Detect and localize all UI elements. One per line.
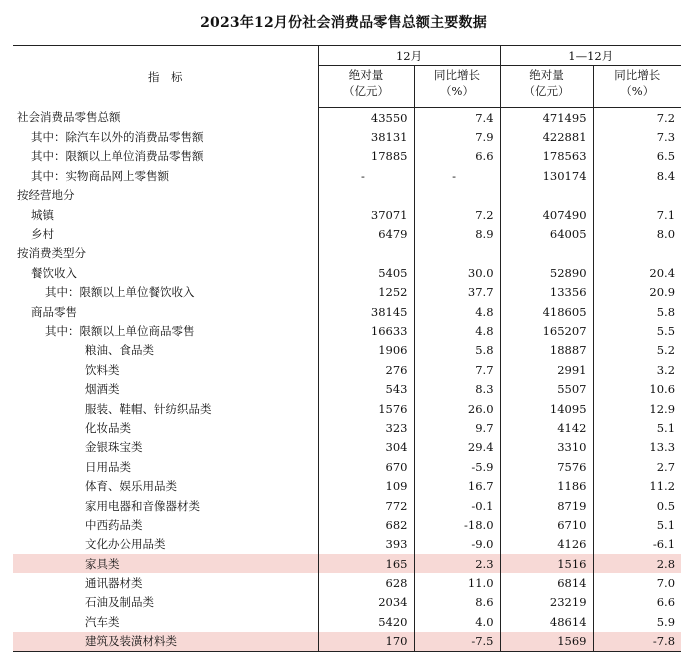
month-yoy: 7.7 [414,360,500,379]
table-row [13,418,681,437]
table-row [13,224,681,243]
month-yoy: 8.9 [414,224,500,243]
ytd-abs: 23219 [500,593,593,612]
month-abs: 38145 [318,302,414,321]
ytd-abs: 8719 [500,496,593,515]
month-abs: 1906 [318,341,414,360]
table-row [13,360,681,379]
month-abs: 323 [318,418,414,437]
table-row [13,283,681,302]
ytd-abs: 6710 [500,515,593,534]
ytd-abs: 471495 [500,108,593,128]
ytd-group-header: 1—12月 [500,46,681,66]
month-abs: 5420 [318,612,414,631]
ytd-yoy: 6.5 [593,147,681,166]
ytd-yoy: 11.2 [593,476,681,495]
ytd-abs: 5507 [500,379,593,398]
row-name: 建筑及装潢材料类 [13,632,318,652]
ytd-abs: 52890 [500,263,593,282]
ytd-abs: 418605 [500,302,593,321]
month-yoy: 4.8 [414,302,500,321]
month-yoy: 5.8 [414,341,500,360]
ytd-yoy-header [593,66,681,108]
month-yoy: 7.4 [414,108,500,128]
month-abs: 16633 [318,321,414,340]
table-row [13,127,681,146]
retail-sales-table [13,45,681,652]
month-abs: 5405 [318,263,414,282]
ytd-abs: 3310 [500,438,593,457]
table-row [13,496,681,515]
row-name: 乡村 [31,227,54,242]
table-row [13,302,681,321]
row-name: 其中：限额以上单位商品零售 [45,323,195,338]
month-abs: 17885 [318,147,414,166]
row-name: 商品零售 [31,304,77,319]
month-abs: 682 [318,515,414,534]
ytd-abs: 14095 [500,399,593,418]
month-abs: 43550 [318,108,414,128]
month-group-header: 12月 [318,46,500,66]
ytd-abs [500,186,593,205]
table-row [13,399,681,418]
row-name: 家用电器和音像器材类 [85,498,200,513]
month-yoy: 26.0 [414,399,500,418]
month-abs: - [318,166,414,185]
row-name: 石油及制品类 [85,595,154,610]
ytd-yoy: 5.2 [593,341,681,360]
row-name: 其中：实物商品网上零售额 [31,168,169,183]
month-abs: 628 [318,573,414,592]
month-yoy: - [414,166,500,185]
month-abs-header [318,66,414,108]
ytd-yoy: 20.9 [593,283,681,302]
month-yoy: 29.4 [414,438,500,457]
row-name: 中西药品类 [85,517,143,532]
abs-label: 绝对量 [529,68,564,82]
month-abs: 670 [318,457,414,476]
table-row [13,205,681,224]
month-yoy: 8.6 [414,593,500,612]
ytd-yoy: 13.3 [593,438,681,457]
month-abs: 109 [318,476,414,495]
ytd-yoy: 2.7 [593,457,681,476]
ytd-abs: 18887 [500,341,593,360]
ytd-abs: 4126 [500,535,593,554]
ytd-abs: 178563 [500,147,593,166]
ytd-abs [500,244,593,263]
month-yoy: -5.9 [414,457,500,476]
ytd-abs: 7576 [500,457,593,476]
ytd-abs: 13356 [500,283,593,302]
ytd-yoy: 12.9 [593,399,681,418]
row-name: 城镇 [31,207,54,222]
ytd-yoy: 5.9 [593,612,681,631]
ytd-yoy: 8.0 [593,224,681,243]
ytd-abs: 1569 [500,632,593,652]
table-row [13,438,681,457]
month-yoy: 30.0 [414,263,500,282]
ytd-yoy: 8.4 [593,166,681,185]
month-yoy: 9.7 [414,418,500,437]
month-abs: 165 [318,554,414,573]
month-yoy: 16.7 [414,476,500,495]
row-name: 金银珠宝类 [85,440,143,455]
table-row [13,321,681,340]
table-row [13,244,681,263]
ytd-abs: 165207 [500,321,593,340]
ytd-yoy: 7.1 [593,205,681,224]
row-name: 按经营地分 [17,188,75,203]
row-name: 化妆品类 [85,420,131,435]
row-name: 粮油、食品类 [85,343,154,358]
table-row [13,147,681,166]
month-yoy: 4.0 [414,612,500,631]
month-yoy: -18.0 [414,515,500,534]
month-abs: 304 [318,438,414,457]
month-abs: 2034 [318,593,414,612]
table-row-highlighted [13,554,681,573]
ytd-yoy: -7.8 [593,632,681,652]
table-row [13,186,681,205]
month-yoy: 6.6 [414,147,500,166]
ytd-abs: 2991 [500,360,593,379]
month-abs: 170 [318,632,414,652]
ytd-abs: 64005 [500,224,593,243]
table-row-highlighted [13,632,681,652]
ytd-yoy [593,186,681,205]
ytd-yoy: 5.8 [593,302,681,321]
row-name: 汽车类 [85,614,120,629]
ytd-abs: 6814 [500,573,593,592]
ytd-yoy: 6.6 [593,593,681,612]
table-row [13,457,681,476]
ytd-abs: 422881 [500,127,593,146]
table-row [13,515,681,534]
row-name: 家具类 [13,554,318,573]
abs-label: 绝对量 [348,68,384,82]
row-name: 社会消费品零售总额 [17,110,121,125]
ytd-yoy: 7.0 [593,573,681,592]
table-row [13,341,681,360]
month-abs: 543 [318,379,414,398]
ytd-abs: 1186 [500,476,593,495]
table-row [13,612,681,631]
month-yoy: 7.2 [414,205,500,224]
month-yoy: -0.1 [414,496,500,515]
ytd-yoy: 7.3 [593,127,681,146]
table-row [13,379,681,398]
month-abs [318,244,414,263]
ytd-yoy [593,244,681,263]
ytd-abs: 130174 [500,166,593,185]
row-name: 通讯器材类 [85,576,143,591]
month-yoy: -9.0 [414,535,500,554]
ytd-yoy: 7.2 [593,108,681,128]
abs-unit: （亿元） [523,84,570,98]
month-abs: 393 [318,535,414,554]
ytd-yoy: 10.6 [593,379,681,398]
row-name: 服装、鞋帽、针纺织品类 [85,401,212,416]
ytd-abs: 1516 [500,554,593,573]
ytd-yoy: 5.1 [593,418,681,437]
table-row [13,573,681,592]
ytd-yoy: 20.4 [593,263,681,282]
month-yoy: 2.3 [414,554,500,573]
month-yoy: 4.8 [414,321,500,340]
table-row [13,476,681,495]
ytd-yoy: 2.8 [593,554,681,573]
row-name: 体育、娱乐用品类 [85,479,177,494]
ytd-abs-header [500,66,593,108]
month-yoy: 37.7 [414,283,500,302]
yoy-label: 同比增长 [434,68,480,82]
month-abs: 38131 [318,127,414,146]
ytd-yoy: -6.1 [593,535,681,554]
month-abs: 276 [318,360,414,379]
month-yoy: 7.9 [414,127,500,146]
row-name: 餐饮收入 [31,265,77,280]
month-yoy: 8.3 [414,379,500,398]
month-abs: 1252 [318,283,414,302]
ytd-abs: 48614 [500,612,593,631]
month-yoy: 11.0 [414,573,500,592]
row-name: 其中：限额以上单位消费品零售额 [31,149,204,164]
month-yoy-header [414,66,500,108]
ytd-yoy: 3.2 [593,360,681,379]
month-yoy [414,186,500,205]
ytd-yoy: 5.1 [593,515,681,534]
ytd-yoy: 0.5 [593,496,681,515]
yoy-label: 同比增长 [614,68,661,82]
yoy-unit: （%） [440,84,474,98]
page-title: 2023年12月份社会消费品零售总额主要数据 [200,15,487,31]
ytd-abs: 4142 [500,418,593,437]
row-name: 其中：除汽车以外的消费品零售额 [31,130,204,145]
month-abs: 1576 [318,399,414,418]
abs-unit: （亿元） [343,84,389,98]
yoy-unit: （%） [620,84,655,98]
month-abs: 37071 [318,205,414,224]
indicator-header: 指 标 [13,46,318,108]
table-row [13,535,681,554]
row-name: 饮料类 [85,362,120,377]
row-name: 文化办公用品类 [85,537,166,552]
row-name: 日用品类 [85,459,131,474]
row-name: 烟酒类 [85,382,120,397]
table-row [13,108,681,128]
row-name: 按消费类型分 [17,246,86,261]
month-abs: 6479 [318,224,414,243]
table-row [13,166,681,185]
month-yoy: -7.5 [414,632,500,652]
row-name: 其中：限额以上单位餐饮收入 [45,285,195,300]
month-abs [318,186,414,205]
month-abs: 772 [318,496,414,515]
table-row [13,593,681,612]
table-row [13,263,681,282]
month-yoy [414,244,500,263]
ytd-abs: 407490 [500,205,593,224]
ytd-yoy: 5.5 [593,321,681,340]
